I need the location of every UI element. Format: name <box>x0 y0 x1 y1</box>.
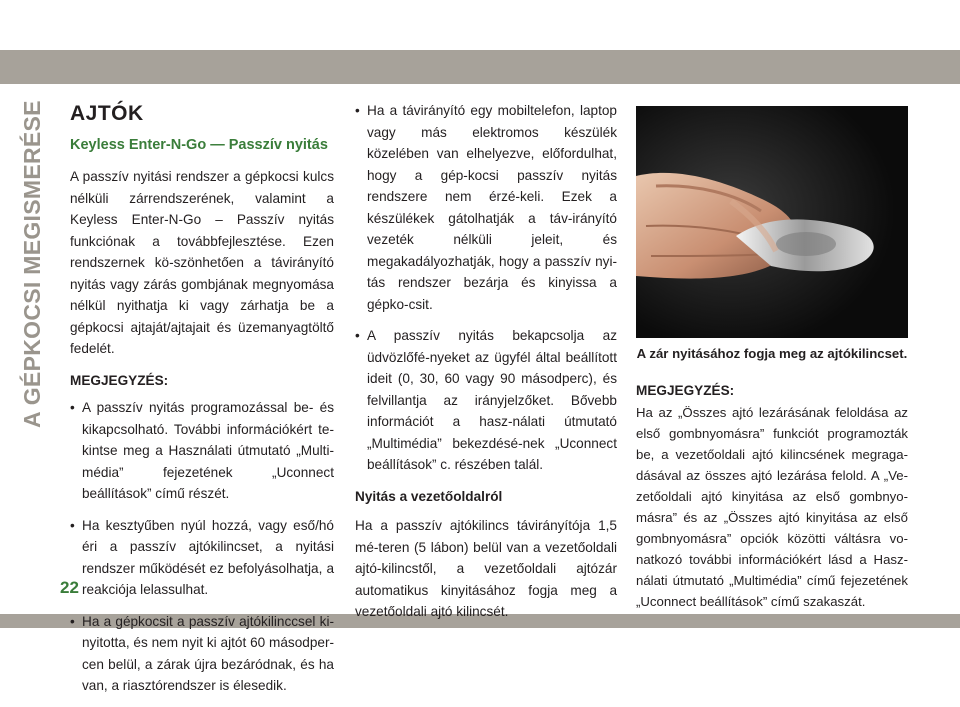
bullet-item: • Ha kesztyűben nyúl hozzá, vagy eső/hó éri a passzív ajtókilincset, a nyitási rendszer működését ez befolyásolhatja, a reakciója lelassulhat. <box>70 515 334 601</box>
bullet-item: • A passzív nyitás programozással be- és kikapcsolható. További információkért te-kintse meg a Használati útmutató „Multi-média” fejezetének „Uconnect beállítások” című részét. <box>70 397 334 505</box>
photo-caption: A zár nyitásához fogja meg az ajtókilincset. <box>636 346 908 361</box>
driver-side-heading: Nyitás a vezetőoldalról <box>355 488 503 504</box>
note2-label: MEGJEGYZÉS: <box>636 383 735 398</box>
intro-paragraph: A passzív nyitási rendszer a gépkocsi kulcs nélküli zárrendszerének, valamint a Keyless Enter-N-Go – Passzív nyitás funkciónak a továbbfejlesztése. Ezen rendszernek kö-szönhetően a távirányító nyitás vagy zárás gombjának megnyomása nélkül nyithatja ki vagy zárhatja be a gépkocsi ajtaját/ajtajait és üzemanyagtöltő fedelét. <box>70 169 334 356</box>
bullet-list <box>70 397 334 697</box>
page-number: 22 <box>60 578 79 597</box>
bullet-list-continued <box>355 100 617 476</box>
bullet-item: • Ha a távirányító egy mobiltelefon, laptop vagy más elektromos készülék közelében van elhelyezve, előfordulhat, hogy a gép-kocsi passzív nyitás rendszere nem érzé-keli. Ezek a készülékek gátolhatják a táv-irányító vezeték nélküli jeleit, és megakadályozhatják, hogy a passzív nyi-tás rendszer bezárja és kinyissa a gépko-csit. <box>355 100 617 315</box>
note-label: MEGJEGYZÉS: <box>70 372 169 388</box>
top-band <box>0 50 960 84</box>
column-3 <box>636 106 908 622</box>
chapter-side-title: A GÉPKOCSI MEGISMERÉSE <box>19 100 45 428</box>
hand-on-handle-illustration <box>636 106 908 338</box>
page-title: AJTÓK <box>70 102 144 125</box>
note2-paragraph: Ha az „Összes ajtó lezárásának feloldása az első gombnyomásra” funkciót programozták be, a vezetőoldali ajtó kilincsének megraga-dásával az összes ajtó lezárása felold. A „Ve-zetőoldali ajtó kinyitása az első gombnyo-másra” és az „Összes ajtó kinyitása az első gombnyomásra” opciók közötti váltásra vo-natkozó további információkért lásd a Hasz-nálati útmutató „Multimédia” című fejezetének „Uconnect beállítások” című szakaszát. <box>636 404 908 609</box>
column-1 <box>70 100 334 707</box>
driver-side-paragraph: Ha a passzív ajtókilincs távirányítója 1,5 mé-teren (5 lábon) belül van a vezetőoldali ajtó-kilincstől, a vezetőoldali ajtózár automatikus kinyitásához fogja meg a vezetőoldali ajtó kilincsét. <box>355 518 617 619</box>
bullet-item: • A passzív nyitás bekapcsolja az üdvözlőfé-nyeket az ügyfél által beállított ideit (0, 30, 60 vagy 90 másodperc), és felvillantja az irányjelzőket. Bővebb információt a hasz-nálati útmutató „Multimédia” bekezdésé-nek „Uconnect beállítások” c. részében talál. <box>355 325 617 476</box>
column-2 <box>355 100 617 633</box>
bullet-item: • Ha a gépkocsit a passzív ajtókilinccsel ki-nyitotta, és nem nyit ki ajtót 60 másodper-cen belül, a zárak újra bezáródnak, és ha van, a riasztórendszer is élesedik. <box>70 611 334 697</box>
door-handle-photo <box>636 106 908 338</box>
section-subtitle: Keyless Enter-N-Go — Passzív nyitás <box>70 137 328 153</box>
